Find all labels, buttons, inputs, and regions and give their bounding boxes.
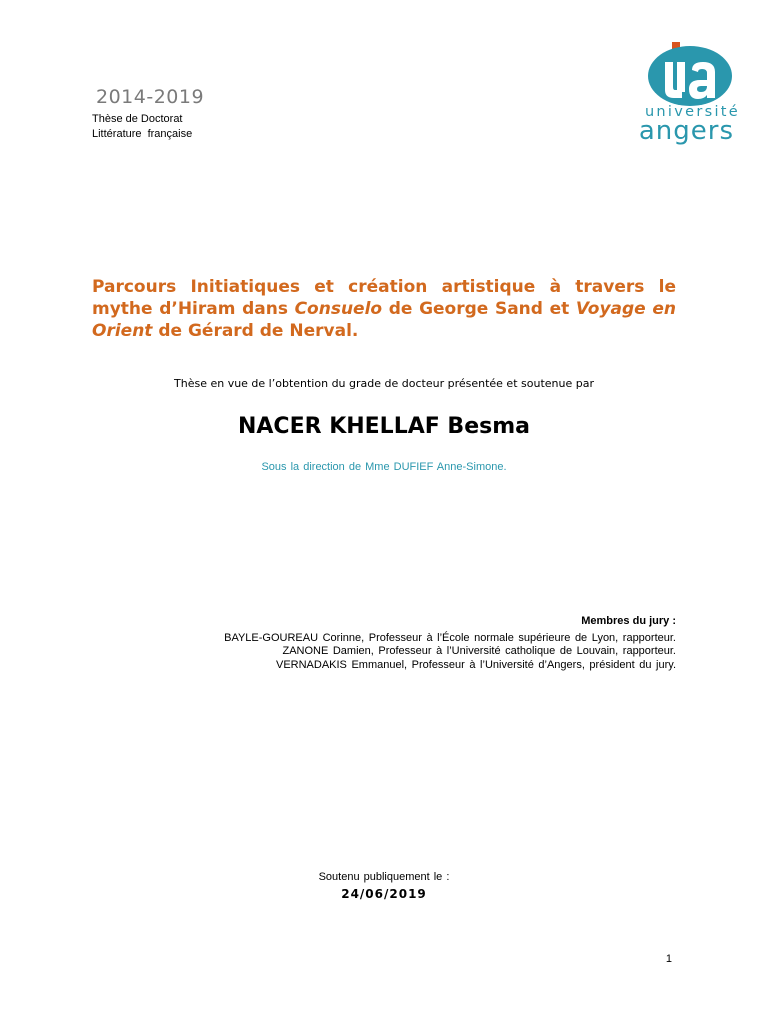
logo-angers-text: angers (638, 116, 734, 146)
title-part-1: Parcours Initiatiques et création artistique à travers le mythe d’Hiram dans (92, 277, 676, 319)
logo-universite-text: université (644, 104, 740, 120)
supervisor-line: Sous la direction de Mme DUFIEF Anne-Simone. (261, 461, 507, 473)
jury-member: VERNADAKIS Emmanuel, Professeur à l’Université d’Angers, président du jury. (275, 658, 676, 671)
defense-label: Soutenu publiquement le : (318, 871, 450, 883)
field-label: Littérature française (92, 128, 193, 140)
title-part-2: de George Sand et (382, 299, 576, 319)
defense-date: 24/06/2019 (341, 887, 427, 901)
title-italic-voyage: Voyage en Orient (92, 299, 676, 341)
author-name: NACER KHELLAF Besma (237, 414, 530, 439)
university-logo (620, 40, 740, 148)
jury-section (92, 615, 676, 672)
page-number: 1 (665, 953, 672, 965)
university-logo-mark (632, 40, 732, 110)
jury-heading: Membres du jury : (581, 615, 676, 627)
title-italic-consuelo: Consuelo (294, 299, 383, 319)
jury-member: BAYLE-GOUREAU Corinne, Professeur à l’École normale supérieure de Lyon, rapporteur. (224, 631, 676, 644)
jury-member: ZANONE Damien, Professeur à l’Université catholique de Louvain, rapporteur. (282, 645, 676, 657)
thesis-intro: Thèse en vue de l’obtention du grade de docteur présentée et soutenue par (174, 377, 594, 390)
thesis-years: 2014-2019 (96, 86, 205, 108)
thesis-title (92, 276, 676, 342)
title-part-3: de Gérard de Nerval. (152, 321, 359, 341)
degree-label: Thèse de Doctorat (92, 113, 183, 125)
